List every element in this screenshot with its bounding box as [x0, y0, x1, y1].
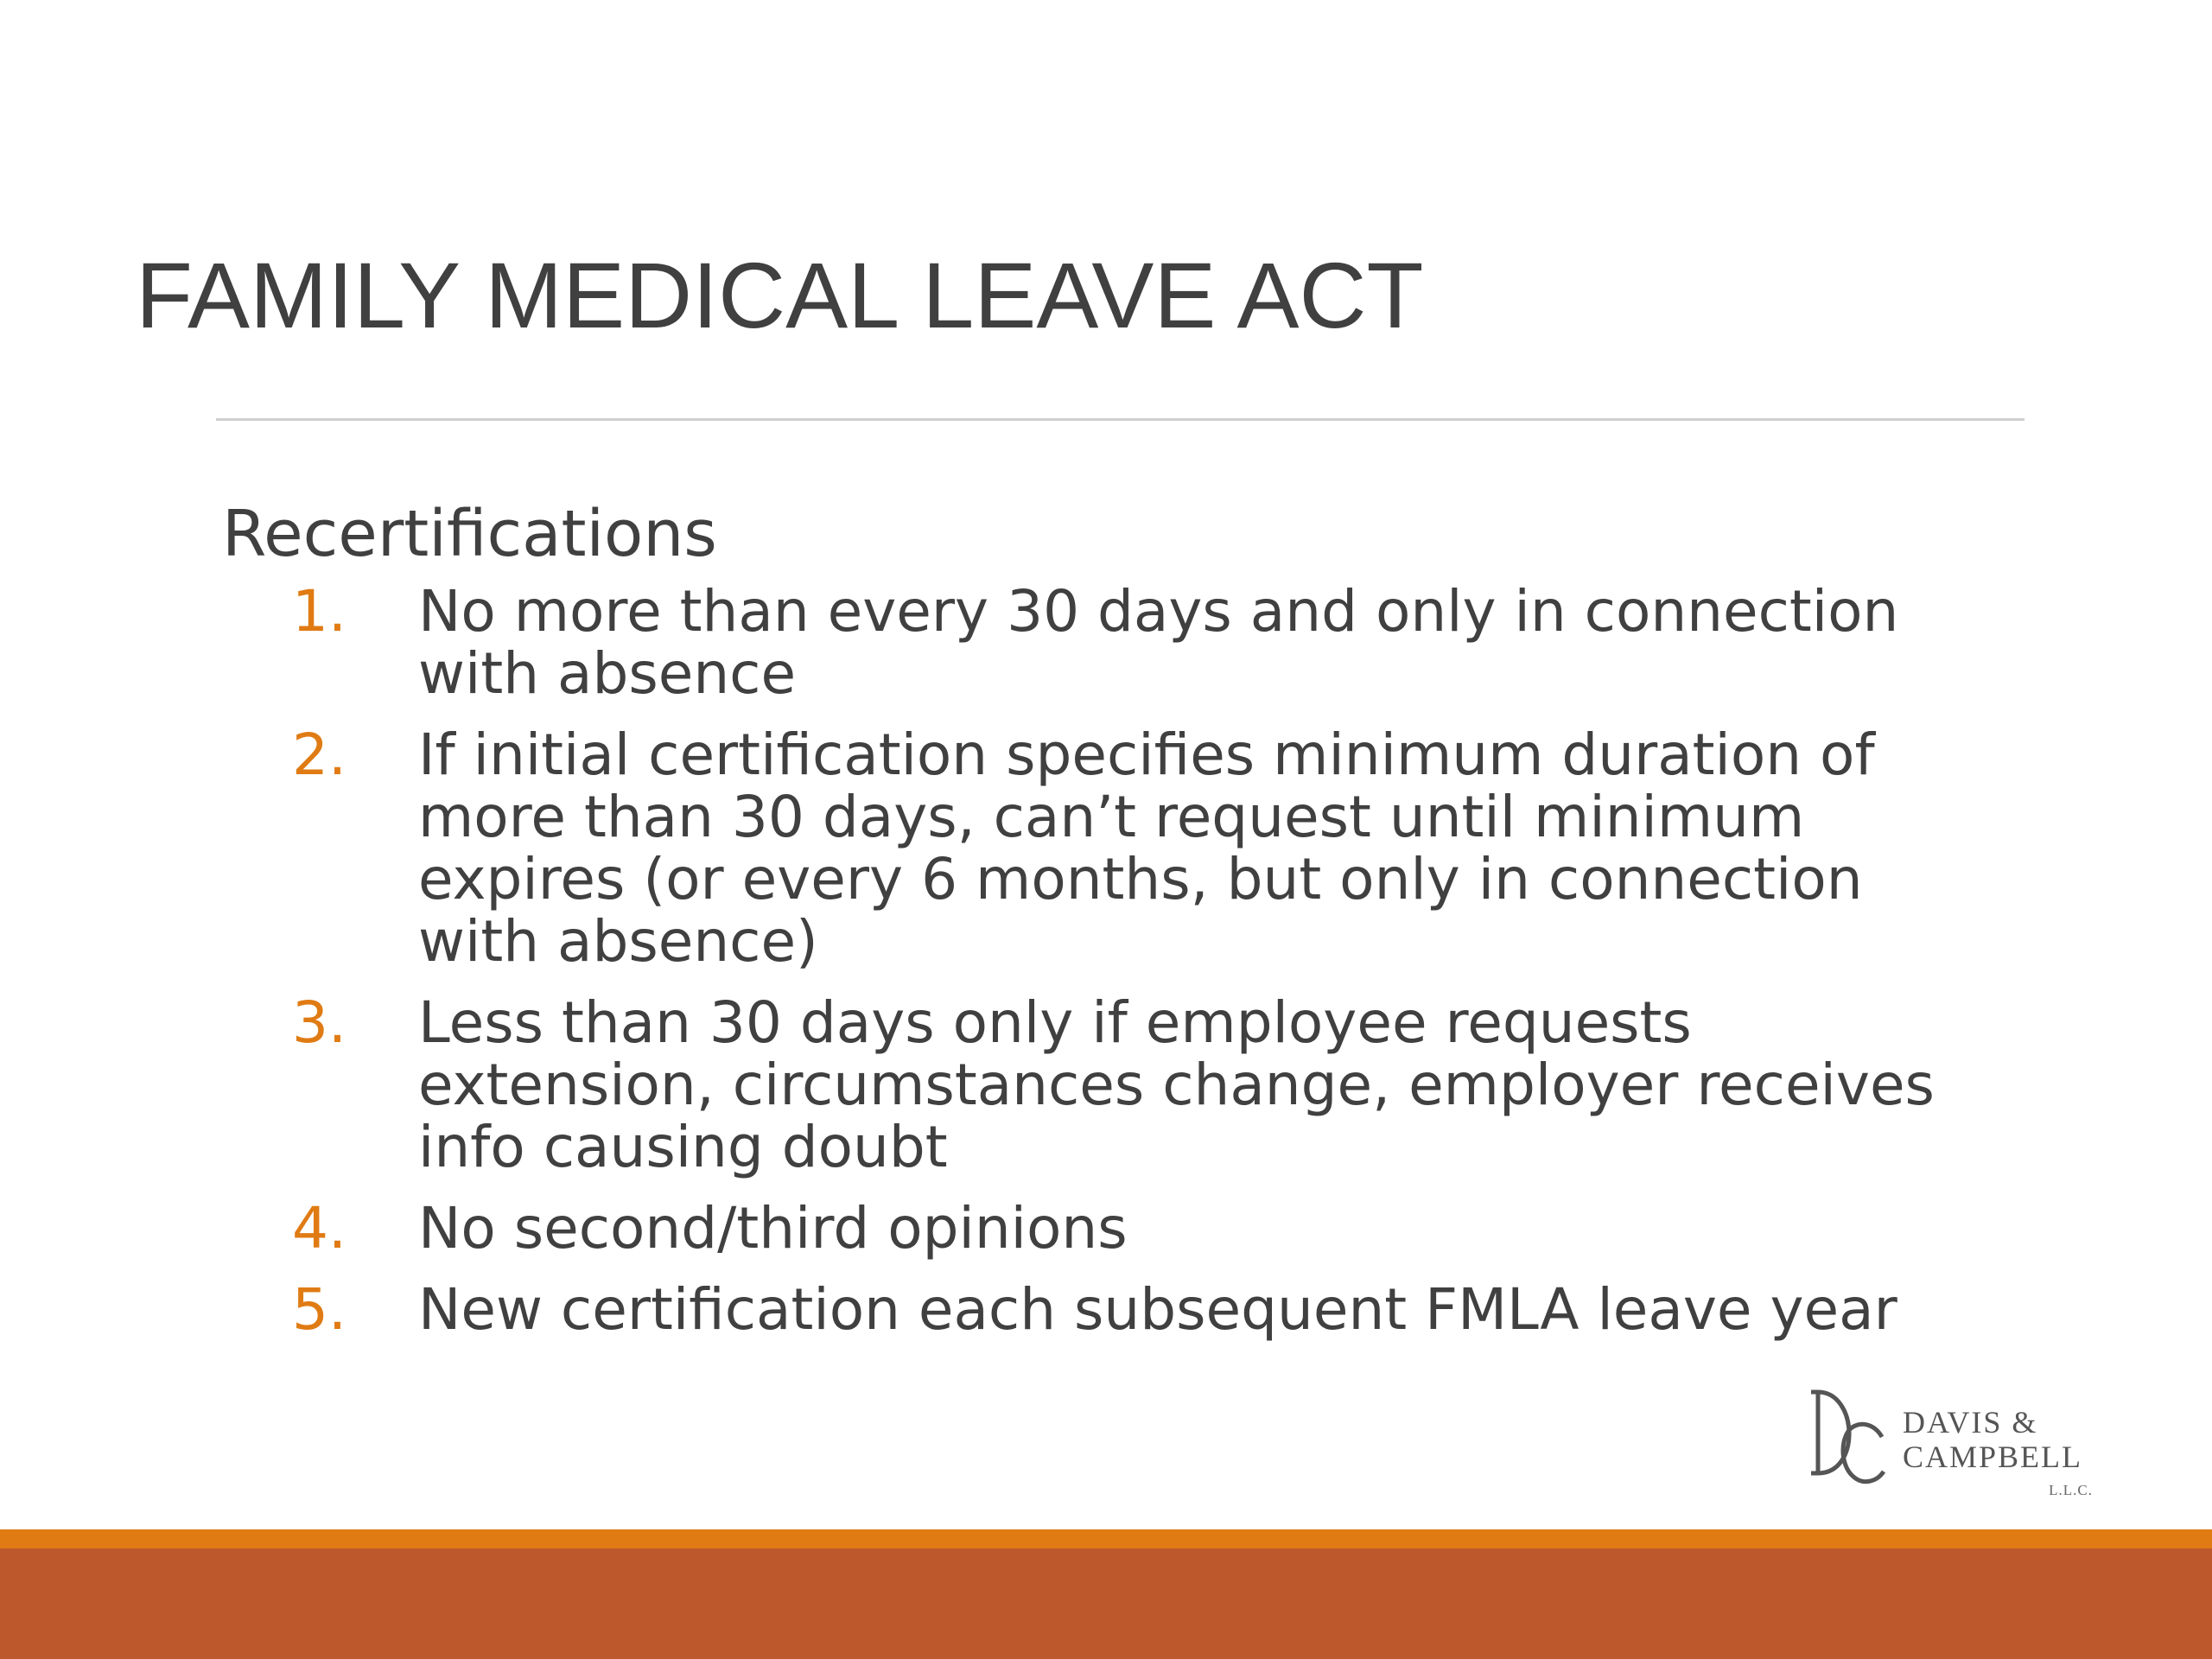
- footer-band: [0, 1548, 2212, 1659]
- list-item-text: No more than every 30 days and only in connection with absence: [418, 578, 1899, 707]
- section-heading: Recertifications: [222, 497, 717, 571]
- recertification-list: [285, 578, 2013, 1360]
- logo-text-line1: DAVIS &: [1903, 1405, 2038, 1440]
- list-item-number: 5.: [292, 1276, 346, 1343]
- list-item: [285, 989, 2013, 1180]
- davis-campbell-logo: [1806, 1387, 2100, 1508]
- list-item: [285, 721, 2013, 975]
- list-item: [285, 1195, 2013, 1262]
- list-item-text: If initial certification specifies minimum duration of more than 30 days, can’t request until minimum expires (or every 6 months, but only in connection with absence): [418, 721, 1875, 975]
- footer-accent-stripe: [0, 1529, 2212, 1548]
- list-item-number: 1.: [292, 578, 346, 645]
- list-item-text: Less than 30 days only if employee requests extension, circumstances change, employer receives info causing doubt: [418, 989, 1935, 1180]
- list-item-number: 3.: [292, 989, 346, 1056]
- list-item: [285, 578, 2013, 707]
- list-item-number: 4.: [292, 1195, 346, 1262]
- logo-text-line2: CAMPBELL: [1903, 1440, 2083, 1474]
- slide-title: FAMILY MEDICAL LEAVE ACT: [136, 243, 1424, 347]
- title-divider: [216, 418, 2024, 421]
- dc-monogram-icon: [1806, 1387, 1892, 1491]
- logo-text-line3: L.L.C.: [2049, 1482, 2093, 1498]
- list-item: [285, 1276, 2013, 1343]
- list-item-text: No second/third opinions: [418, 1195, 1128, 1262]
- list-item-text: New certification each subsequent FMLA leave year: [418, 1276, 1897, 1343]
- list-item-number: 2.: [292, 721, 346, 788]
